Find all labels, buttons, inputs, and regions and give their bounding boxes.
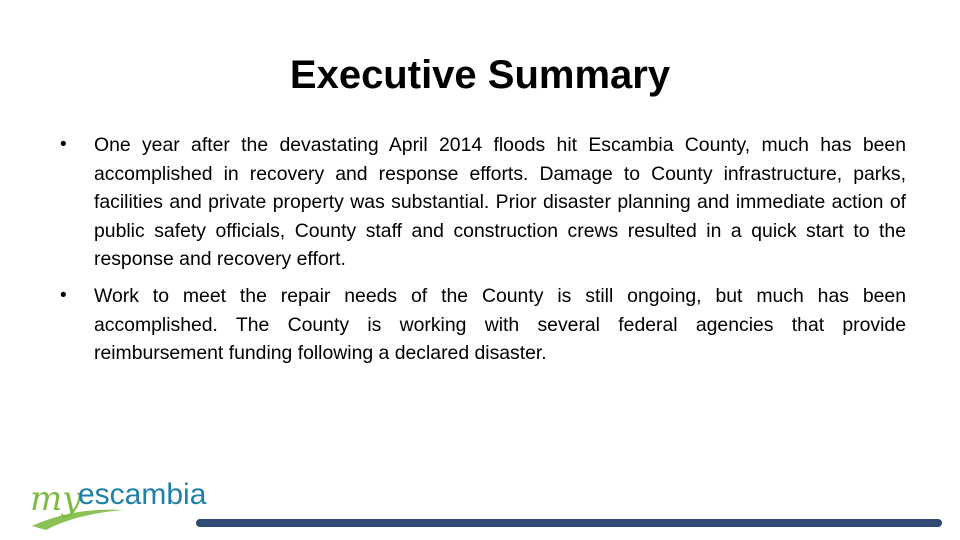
bullet-text: One year after the devastating April 2014 floods hit Escambia County, much has been accomplished in recovery and response efforts. Damage to County infrastructure, parks, facilities and private property was substantial. Prior disaster planning and immediate action of public safety officials, County staff and construction crews resulted in a quick start to the response and recovery effort. — [94, 134, 906, 271]
bullet-marker: • — [60, 134, 67, 155]
myescambia-logo — [28, 470, 218, 532]
slide-title: Executive Summary — [289, 53, 671, 97]
bullet-item — [58, 131, 906, 274]
logo-escambia: escambia — [78, 478, 207, 511]
bullet-item — [58, 282, 906, 368]
bullet-list — [58, 131, 906, 376]
footer-bar — [196, 519, 942, 527]
logo-my: my — [30, 479, 82, 519]
bullet-marker: • — [60, 284, 67, 306]
bullet-text: Work to meet the repair needs of the County is still ongoing, but much has been accomplished. The County is working with several federal agencies that provide reimbursement funding following a declared disaster. — [94, 284, 906, 365]
